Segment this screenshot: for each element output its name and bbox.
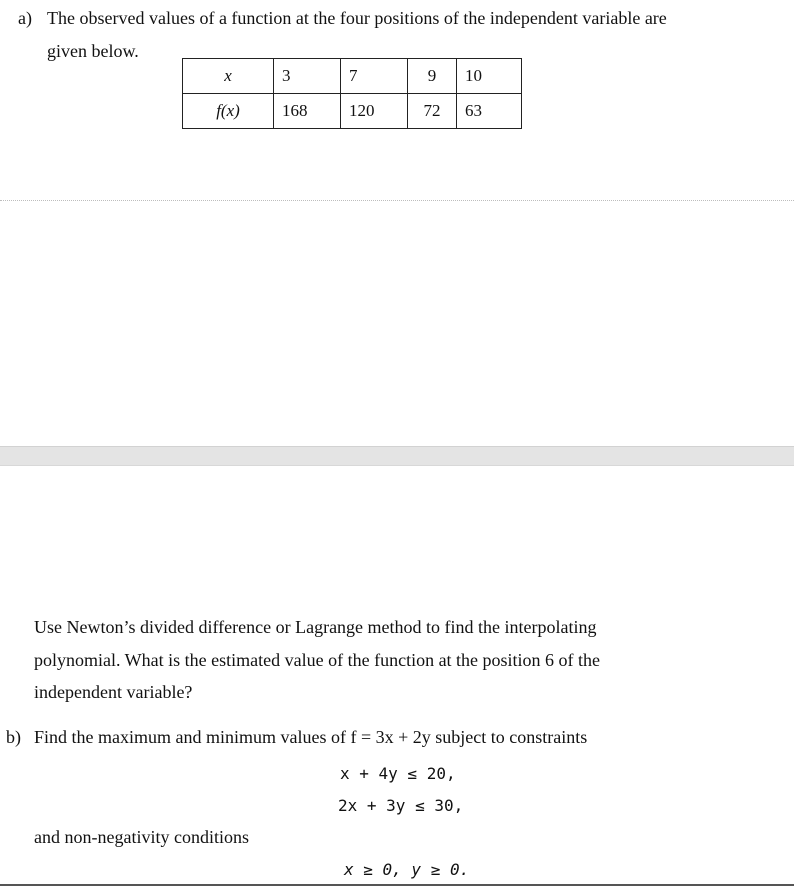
part-a-question-line3: independent variable? [34, 682, 193, 702]
table-row-x [183, 59, 522, 94]
bottom-border-line [0, 884, 794, 886]
table-cell-x-3: 9 [408, 59, 457, 94]
constraint-2: 2x + 3y ≤ 30, [338, 796, 464, 815]
table-cell-x-4: 10 [457, 59, 522, 94]
table-cell-fx-1: 168 [274, 94, 341, 129]
table-header-fx: f(x) [183, 94, 274, 129]
table-cell-x-2: 7 [341, 59, 408, 94]
part-a-question-line1: Use Newton’s divided difference or Lagrange method to find the interpolating [34, 617, 597, 637]
part-b-label: b) [6, 727, 21, 747]
part-a-intro-line1: The observed values of a function at the four positions of the independent variable are [47, 8, 667, 28]
table-cell-fx-3: 72 [408, 94, 457, 129]
table-cell-x-1: 3 [274, 59, 341, 94]
constraint-non-negativity: x ≥ 0, y ≥ 0. [344, 860, 470, 879]
constraint-1: x + 4y ≤ 20, [340, 764, 456, 783]
page-break-band [0, 446, 794, 466]
part-a-label: a) [18, 8, 32, 28]
part-b-objective-line: Find the maximum and minimum values of f = 3x + 2y subject to constraints [34, 727, 588, 747]
table-cell-fx-2: 120 [341, 94, 408, 129]
table-cell-fx-4: 63 [457, 94, 522, 129]
table-header-x: x [183, 59, 274, 94]
dotted-separator [0, 200, 794, 201]
part-a-question-line2: polynomial. What is the estimated value of the function at the position 6 of the [34, 650, 601, 670]
table-row-fx [183, 94, 522, 129]
non-negativity-text: and non-negativity conditions [34, 827, 249, 847]
values-table [182, 58, 522, 129]
part-a-intro-line2: given below. [47, 41, 139, 61]
